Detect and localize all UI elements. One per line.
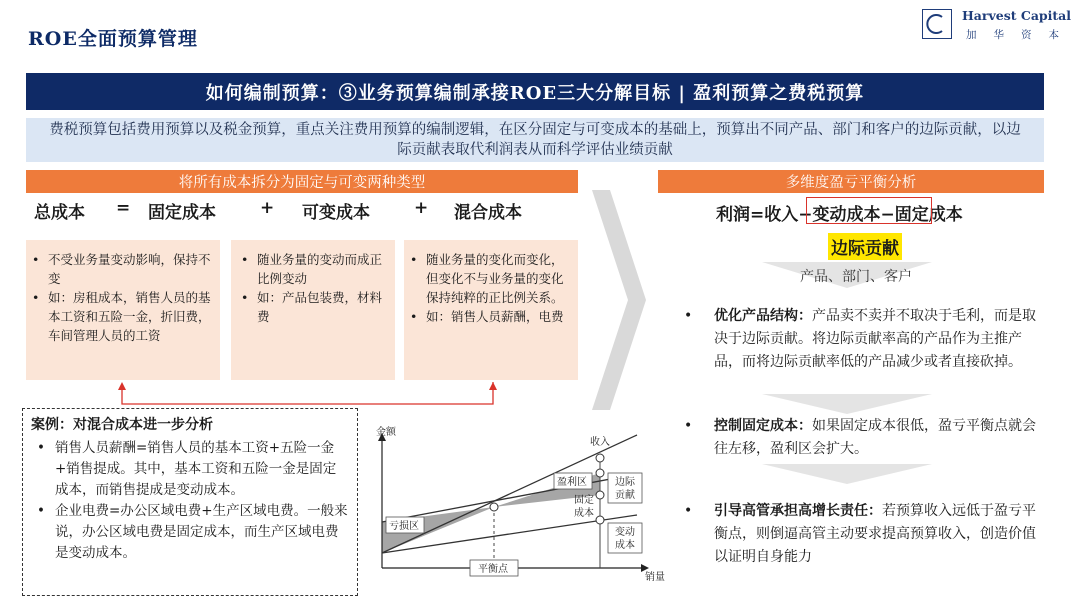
bullet-executive-growth: • 引导高管承担高增长责任：若预算收入远低于盈亏平衡点，则倒逼高管主动要求提高预算收入，创造价值以证明自身能力 bbox=[684, 503, 1036, 565]
variable-cost-box bbox=[231, 240, 395, 380]
dimensions-text: 产品、部门、客户 bbox=[800, 269, 912, 285]
plus-sign: + bbox=[414, 198, 429, 218]
plus-sign: + bbox=[260, 198, 275, 218]
chart-marker bbox=[596, 491, 604, 499]
list-item: • 如：销售人员薪酬，电费 bbox=[426, 307, 570, 326]
list-item: • 企业电费=办公区域电费+生产区域电费。一般来说，办公区域电费是固定成本，而生产区域电费是变动成本。 bbox=[31, 501, 349, 564]
list-item: • 随业务量的变化而变化，但变化不与业务量的变化保持纯粹的正比例关系。 bbox=[426, 250, 570, 307]
chart-marker bbox=[596, 454, 604, 462]
breakeven-chart bbox=[362, 420, 665, 583]
section-banner: 如何编制预算：③业务预算编制承接ROE三大分解目标 | 盈利预算之费税预算 bbox=[26, 73, 1044, 110]
profit-zone-label: 盈利区 bbox=[557, 477, 587, 488]
formula-part-highlighted: 收入−变动成本 bbox=[764, 205, 881, 225]
case-box bbox=[22, 408, 358, 596]
bullet-text: 产品卖不卖并不取决于毛利，而是取决于边际贡献。将边际贡献率高的产品作为主推产品，而将边际贡献率低的产品减少或者直接砍掉。 bbox=[714, 308, 1036, 370]
fixed-cost-label-l2: 成本 bbox=[574, 508, 594, 519]
total-cost-term: 总成本 bbox=[34, 203, 85, 223]
logo-cn: 加华资本 bbox=[966, 29, 1076, 41]
revenue-label: 收入 bbox=[590, 437, 610, 448]
triangle-divider bbox=[762, 394, 932, 416]
formula-highlight-box bbox=[806, 197, 932, 224]
list-item: • 如：产品包装费，材料费 bbox=[257, 288, 387, 326]
contribution-margin-label: 边际贡献 bbox=[828, 233, 902, 260]
breakeven-point bbox=[490, 503, 498, 511]
case-title: 案例：对混合成本进一步分析 bbox=[31, 417, 213, 433]
fixed-cost-term: 固定成本 bbox=[148, 203, 216, 223]
loss-zone-label: 亏损区 bbox=[389, 521, 419, 532]
fixed-cost-box bbox=[26, 240, 220, 380]
breakeven-analysis-header: 多维度盈亏平衡分析 bbox=[658, 170, 1044, 193]
equals-sign: = bbox=[116, 198, 131, 218]
logo-icon bbox=[922, 9, 952, 39]
chevron-right-icon bbox=[592, 190, 646, 410]
bullet-title: 引导高管承担高增长责任： bbox=[714, 503, 882, 519]
margin-label-l1: 边际 bbox=[615, 477, 635, 488]
intro-text: 费税预算包括费用预算以及税金预算，重点关注费用预算的编制逻辑，在区分固定与可变成本的基础上，预算出不同产品、部门和客户的边际贡献，以边际贡献表取代利润表从而科学评估业绩贡献 bbox=[26, 118, 1044, 162]
x-axis-label: 销量 bbox=[645, 572, 665, 583]
formula-part: 利润= bbox=[716, 205, 765, 225]
bullet-text: 若预算收入远低于盈亏平衡点，则倒逼高管主动要求提高预算收入，创造价值以证明自身能力 bbox=[714, 503, 1036, 565]
margin-label-l2: 贡献 bbox=[615, 490, 635, 501]
variable-cost-label-l1: 变动 bbox=[615, 527, 635, 538]
cost-split-header: 将所有成本拆分为固定与可变两种类型 bbox=[26, 170, 578, 193]
breakeven-label: 平衡点 bbox=[478, 564, 508, 575]
connector-arrows bbox=[110, 378, 510, 408]
bullet-title: 控制固定成本： bbox=[714, 418, 812, 434]
list-item: • 不受业务量变动影响，保持不变 bbox=[48, 250, 212, 288]
formula-part: −固定成本 bbox=[880, 205, 963, 225]
page-title: ROE全面预算管理 bbox=[28, 28, 198, 50]
list-item: • 随业务量的变动而成正比例变动 bbox=[257, 250, 387, 288]
cost-equation bbox=[26, 198, 578, 224]
bullet-title: 优化产品结构： bbox=[714, 308, 812, 324]
mixed-cost-term: 混合成本 bbox=[454, 203, 522, 223]
bullet-text: 如果固定成本很低，盈亏平衡点就会往左移，盈利区会扩大。 bbox=[714, 418, 1036, 457]
triangle-divider bbox=[762, 464, 932, 486]
chart-marker bbox=[596, 516, 604, 524]
mixed-cost-box bbox=[404, 240, 578, 380]
fixed-cost-label-l1: 固定 bbox=[574, 495, 594, 506]
y-axis-label: 金额 bbox=[376, 427, 396, 438]
logo-name: Harvest Capital bbox=[962, 8, 1072, 23]
chart-marker bbox=[596, 469, 604, 477]
variable-cost-label-l2: 成本 bbox=[615, 540, 635, 551]
list-item: • 销售人员薪酬=销售人员的基本工资+五险一金+销售提成。其中，基本工资和五险一金是固定成本，而销售提成是变动成本。 bbox=[31, 438, 349, 501]
list-item: • 如：房租成本，销售人员的基本工资和五险一金，折旧费，车间管理人员的工资 bbox=[48, 288, 212, 345]
variable-cost-term: 可变成本 bbox=[302, 203, 370, 223]
bullet-control-fixed-cost: • 控制固定成本：如果固定成本很低，盈亏平衡点就会往左移，盈利区会扩大。 bbox=[684, 418, 1036, 457]
bullet-optimize-products: • 优化产品结构：产品卖不卖并不取决于毛利，而是取决于边际贡献。将边际贡献率高的产品作为主推产品，而将边际贡献率低的产品减少或者直接砍掉。 bbox=[684, 308, 1036, 370]
